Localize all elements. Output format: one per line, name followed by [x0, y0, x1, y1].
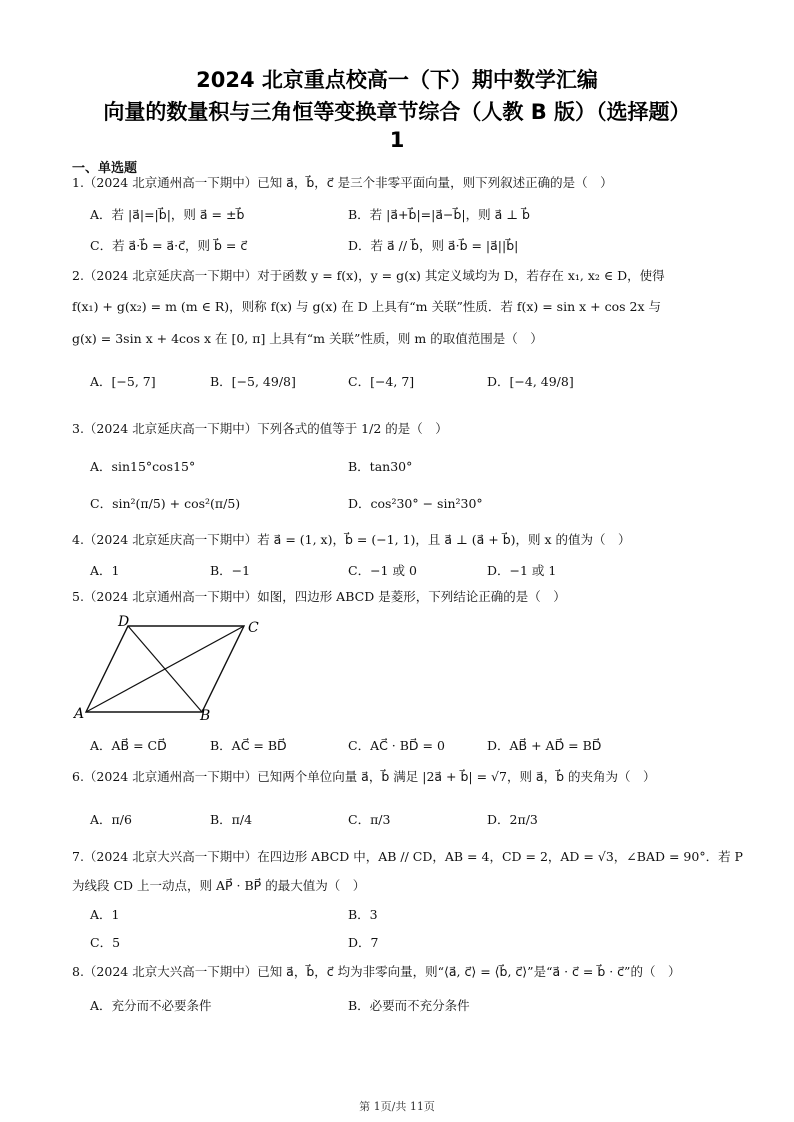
vertex-label-d: D	[118, 614, 130, 630]
question-2-stem-line2: f(x₁) + g(x₂) = m (m ∈ R)，则称 f(x) 与 g(x) 在 D 上具有“m 关联”性质．若 f(x) = sin x + cos 2x 与	[72, 299, 661, 314]
q4-option-d: D．−1 或 1	[487, 563, 557, 578]
q4-option-c: C．−1 或 0	[348, 563, 417, 578]
q5-option-c: C．AC⃗ · BD⃗ = 0	[348, 738, 445, 753]
q6-option-a: A．π/6	[90, 812, 132, 827]
q4-option-b: B．−1	[210, 563, 251, 578]
vertex-label-c: C	[248, 620, 259, 636]
q7-option-b: B．3	[348, 907, 378, 922]
doc-title-line2: 向量的数量积与三角恒等变换章节综合（人教 B 版）（选择题）	[103, 100, 691, 124]
q1-option-a: A．若 |a⃗|=|b⃗|，则 a⃗ = ±b⃗	[90, 207, 245, 222]
section-heading: 一、单选题	[72, 161, 138, 176]
q7-option-c: C．5	[90, 935, 121, 950]
q6-option-d: D．2π/3	[487, 812, 538, 827]
question-1-stem: 1.（2024 北京通州高一下期中）已知 a⃗，b⃗，c⃗ 是三个非零平面向量，则下列叙述正确的是（ ）	[72, 175, 613, 190]
q8-option-a: A．充分而不必要条件	[90, 998, 212, 1013]
question-4-stem: 4.（2024 北京延庆高一下期中）若 a⃗ = (1, x)，b⃗ = (−1, 1)，且 a⃗ ⊥ (a⃗ + b⃗)，则 x 的值为（ ）	[72, 532, 631, 547]
q2-option-d: D．[−4, 49/8]	[487, 374, 574, 389]
q5-option-a: A．AB⃗ = CD⃗	[90, 738, 167, 753]
question-5-stem: 5.（2024 北京通州高一下期中）如图，四边形 ABCD 是菱形，下列结论正确的是（ ）	[72, 589, 566, 604]
q4-option-a: A．1	[90, 563, 120, 578]
rhombus-figure	[72, 612, 272, 722]
q3-option-a: A．sin15°cos15°	[90, 459, 196, 474]
q2-option-a: A．[−5, 7]	[90, 374, 156, 389]
q5-option-d: D．AB⃗ + AD⃗ = BD⃗	[487, 738, 602, 753]
q7-option-a: A．1	[90, 907, 120, 922]
q7-option-d: D．7	[348, 935, 379, 950]
doc-title-line1: 2024 北京重点校高一（下）期中数学汇编	[196, 68, 598, 92]
question-3-stem: 3.（2024 北京延庆高一下期中）下列各式的值等于 1/2 的是（ ）	[72, 421, 448, 436]
question-2-stem-line3: g(x) = 3sin x + 4cos x 在 [0, π] 上具有“m 关联”性质，则 m 的取值范围是（ ）	[72, 331, 543, 346]
page-footer: 第 1页/共 11页	[359, 1100, 435, 1113]
q5-option-b: B．AC⃗ = BD⃗	[210, 738, 287, 753]
q1-option-b: B．若 |a⃗+b⃗|=|a⃗−b⃗|，则 a⃗ ⊥ b⃗	[348, 207, 530, 222]
q3-option-c: C．sin²(π/5) + cos²(π/5)	[90, 496, 241, 511]
vertex-label-b: B	[200, 708, 211, 722]
doc-title-line3: 1	[389, 128, 405, 152]
question-2-stem-line1: 2.（2024 北京延庆高一下期中）对于函数 y = f(x)，y = g(x) 其定义域均为 D，若存在 x₁, x₂ ∈ D，使得	[72, 268, 665, 283]
q3-option-b: B．tan30°	[348, 459, 413, 474]
vertex-label-a: A	[74, 706, 85, 722]
q1-option-d: D．若 a⃗ // b⃗，则 a⃗·b⃗ = |a⃗||b⃗|	[348, 238, 519, 253]
q2-option-c: C．[−4, 7]	[348, 374, 415, 389]
q3-option-d: D．cos²30° − sin²30°	[348, 496, 483, 511]
q6-option-b: B．π/4	[210, 812, 253, 827]
q2-option-b: B．[−5, 49/8]	[210, 374, 296, 389]
question-7-stem-line1: 7.（2024 北京大兴高一下期中）在四边形 ABCD 中，AB // CD，AB = 4，CD = 2，AD = √3，∠BAD = 90°．若 P	[72, 849, 743, 864]
q1-option-c: C．若 a⃗·b⃗ = a⃗·c⃗，则 b⃗ = c⃗	[90, 238, 248, 253]
question-6-stem: 6.（2024 北京通州高一下期中）已知两个单位向量 a⃗，b⃗ 满足 |2a⃗ + b⃗| = √7，则 a⃗，b⃗ 的夹角为（ ）	[72, 769, 656, 784]
question-7-stem-line2: 为线段 CD 上一动点，则 AP⃗ · BP⃗ 的最大值为（ ）	[72, 878, 366, 893]
question-8-stem: 8.（2024 北京大兴高一下期中）已知 a⃗，b⃗，c⃗ 均为非零向量，则“⟨a⃗, c⃗⟩ = ⟨b⃗, c⃗⟩”是“a⃗ · c⃗ = b⃗ · c⃗”的（ ）	[72, 964, 681, 979]
q8-option-b: B．必要而不充分条件	[348, 998, 470, 1013]
q6-option-c: C．π/3	[348, 812, 391, 827]
